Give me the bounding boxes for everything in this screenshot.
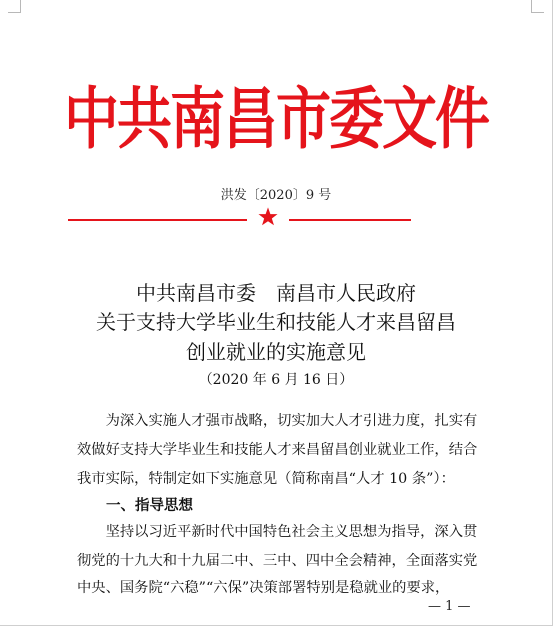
document-number: 洪发〔2020〕9 号 xyxy=(220,188,332,203)
crop-mark-right xyxy=(531,0,544,13)
page-number: — 1 — xyxy=(428,599,471,614)
crop-mark-left xyxy=(8,0,21,13)
intro-line-2: 效做好支持大学毕业生和技能人才来昌留昌创业就业工作，结合 xyxy=(77,442,478,458)
section1-line-2: 彻党的十九大和十九届二中、三中、四中全会精神，全面落实党 xyxy=(77,553,478,569)
title-line-2: 关于支持大学毕业生和技能人才来昌留昌 xyxy=(96,310,456,334)
section1-line-1: 坚持以习近平新时代中国特色社会主义思想为指导，深入贯 xyxy=(77,524,478,540)
red-rule-right xyxy=(289,219,411,221)
red-rule-left xyxy=(68,219,247,221)
section1-line-3: 中央、国务院“六稳”“六保”决策部署特别是稳就业的要求， xyxy=(77,580,450,596)
issue-date: （2020 年 6 月 16 日） xyxy=(198,372,354,388)
title-line-3: 创业就业的实施意见 xyxy=(186,340,366,364)
title-line-1: 中共南昌市委 南昌市人民政府 xyxy=(136,281,416,305)
intro-line-3: 我市实际，特制定如下实施意见（简称南昌“人才 10 条”）： xyxy=(77,471,455,487)
document-masthead: 中共南昌市委文件 xyxy=(63,79,488,158)
section-heading-guiding-ideology: 一、指导思想 xyxy=(106,498,193,514)
intro-line-1: 为深入实施人才强市战略，切实加大人才引进力度，扎实有 xyxy=(77,413,478,429)
star-icon xyxy=(257,206,279,228)
